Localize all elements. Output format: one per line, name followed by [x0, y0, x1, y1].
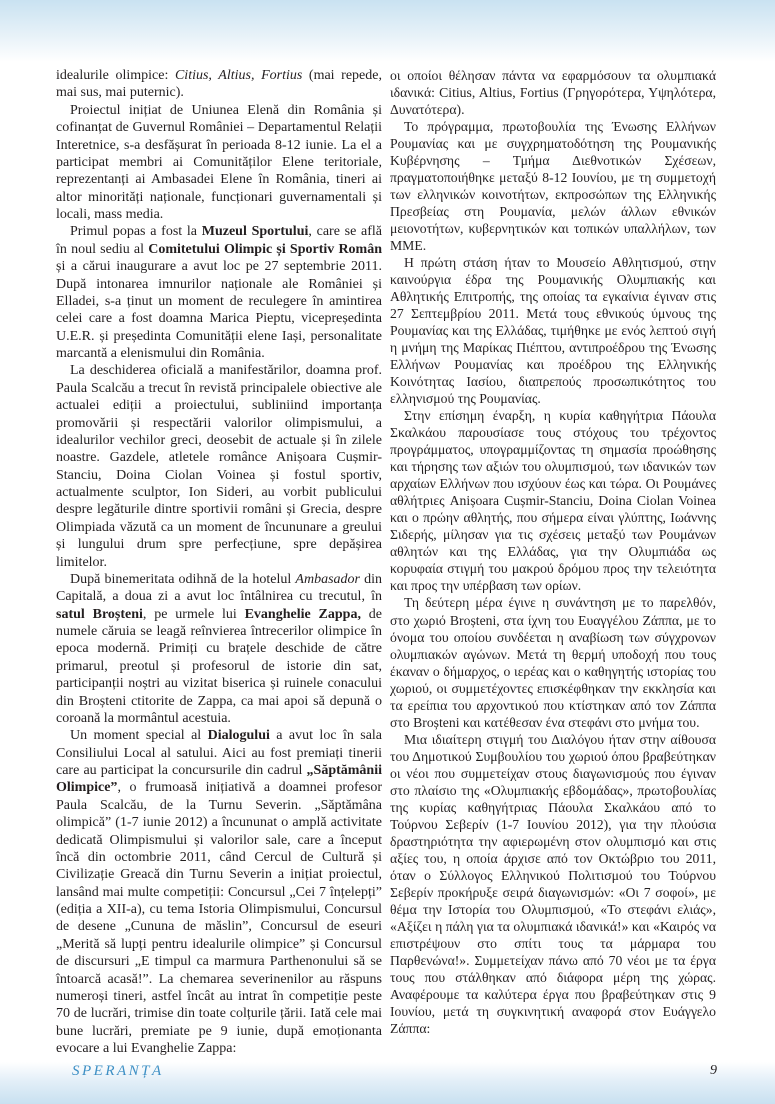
text-run: , pe urmele lui [142, 606, 245, 622]
article-column-romanian [56, 67, 382, 1057]
paragraph-4: Στην επίσημη έναρξη, η κυρία καθηγήτρια Πάουλα Σκαλκάου παρουσίασε τους στόχους του τρέχοντος προγράμματος, υπογραμμίζοντας τη σημασία προώθησης και τήρησης των αξιών του ολυμπισμού, των ιδανικών των αρχαίων Ελλήνων που ισχύουν έως και τώρα. Οι Ρουμάνες αθλήτριες Anișoara Cușmir-Stanciu, Doina Ciolan Voinea και ο πρώην αθλητής, που σήμερα είναι γλύπτης, Ιωάννης Σιδερής, μίλησαν για τις σχέσεις μεταξύ των Ρουμάνων αθλητών και της Ελλάδας, για την Ολυμπιάδα ως κορυφαία στιγμή του μακρού δρόμου προς την τελειότητα και προς την υπέρβαση των ορίων. [390, 408, 716, 594]
paragraph-6: Μια ιδιαίτερη στιγμή του Διαλόγου ήταν στην αίθουσα του Δημοτικού Συμβουλίου του χωριού όπου βραβεύτηκαν οι νέοι που συμμετείχαν στους διαγωνισμούς που έγιναν στο πλαίσιο της «Ολυμπιακής εβδομάδας», πρωτοβουλίας της κυρίας καθηγήτριας Πάουλα Σκαλκάου από το Τούρνου Σεβερίν (1-7 Ιουνίου 2012), για την πλούσια δραστηριότητα την αφιερωμένη στον ολυμπισμό και στις αξίες του, η οποία άρχισε από τον Οκτώβριο του 2011, όταν ο Σύλλογος Ελληνικού Πολιτισμού του Τούρνου Σεβερίν προκήρυξε σειρά διαγωνισμών: «Οι 7 σοφοί», με θέμα την Ιστορία του Ολυμπισμού, «Το στεφάνι ελιάς», «Αξίζει η πάλη για τα ολυμπιακά ιδανικά!» και «Καιρός να επιστρέψουν στο σπίτι τους τα μάρμαρα του Παρθενώνα!». Συμμετείχαν πάνω από 70 νέοι με τα έργα τους που στάλθηκαν από διάφορα μέρη της χώρας. Αναφέρουμε τα καλύτερα έργα που βραβεύτηκαν στις 9 Ιουνίου, μετά τη συγκινητική αναφορά στον Ευάγγελο Ζάππα: [390, 731, 716, 1036]
paragraph-1: οι οποίοι θέλησαν πάντα να εφαρμόσουν τα ολυμπιακά ιδανικά: Citius, Altius, Fortius (Γρηγορότερα, Υψηλότερα, Δυνατότερα). [390, 68, 716, 118]
text-run: de numele căruia se leagă reînvierea întrecerilor olimpice în epoca modernă. Primiți cu brațele deschide de către primarul, preotul și profesorul de istorie din sat, participanții noștri au vizitat biserica și ruinele conacului din Broșteni ctitorite de Zappa, ca mai apoi să depună o coroană la mormântul acestuia. [56, 606, 382, 726]
bold-text: Evanghelie Zappa, [244, 606, 361, 622]
article-column-greek [390, 67, 716, 1037]
paragraph-1 [56, 67, 382, 102]
paragraph-5 [56, 571, 382, 727]
magazine-title: SPERANȚA [72, 1063, 164, 1079]
text-run: Primul popas a fost la [70, 224, 202, 240]
paragraph-5: Τη δεύτερη μέρα έγινε η συνάντηση με το παρελθόν, στο χωριό Broșteni, στα ίχνη του Ευαγγέλου Ζάππα, με το όνομα του οποίου συνδέεται η αναβίωση των σύγχρονων ολυμπιακών αγώνων. Μετά τη θερμή υποδοχή που τους έκαναν ο δήμαρχος, ο ιερέας και ο καθηγητής ιστορίας του χωριού, οι συμμετέχοντες επισκέφθηκαν την εκκλησία και τα ερείπια του αρχοντικού που κτίστηκαν από τον Ζάππα στο Broșteni και κατέθεσαν ένα στεφάνι στο μνήμα του. [390, 595, 716, 730]
bold-text: satul Broșteni [56, 606, 143, 622]
paragraph-3 [56, 223, 382, 362]
paragraph-6 [56, 727, 382, 1057]
bold-text: Dialogului [207, 728, 270, 744]
text-run: din Capitală, a doua zi a avut loc întâlnirea cu trecutul, în [56, 571, 383, 605]
bold-text: „Săptămânii Olimpice” [56, 763, 382, 796]
page-number: 9 [710, 1063, 717, 1078]
text-run: După binemeritata odihnă de la hotelul [70, 571, 296, 587]
text-run: , o frumoasă inițiativă a doamnei profesor Paula Scalcău, de la Turnu Severin. „Săptămâna olimpică” (1-7 iunie 2012) a încununat o amplă activitate dedicată Olimpismului și valorilor sale, care a început încă din octombrie 2011, când Cercul de Cultură și Civilizație Greacă din Turnu Severin a inițiat proiectul, lansând mai multe competiții: Concursul „Cei 7 înțelepți” (ediția a XII-a), cu tema Istoria Olimpismului, Concursul de desene „Cununa de măslin”, Concursul de eseuri „Merită să lupți pentru idealurile olimpice” și Concursul de discursuri „E timpul ca marmura Parthenonului să se întoarcă acasă!”. La chemarea severinenilor au răspuns numeroși tineri, astfel încât au intrat în competiție peste 70 de lucrări, trimise din toate colțurile țării. Iată cele mai bune lucrări, premiate pe 9 iunie, după emoționanta evocare a lui Evanghelie Zappa: [56, 780, 382, 1056]
paragraph-2: Το πρόγραμμα, πρωτοβουλία της Ένωσης Ελλήνων Ρουμανίας και με συγχρηματοδότηση της Ρουμανικής Κυβέρνησης – Τμήμα Διεθνοτικών Σχέσεων, πραγματοποιήθηκε μεταξύ 8-12 Ιουνίου, με τη συμμετοχή των ελληνικών κοινοτήτων, εκπροσώπων της Ελληνικής Πρεσβείας στη Ρουμανία, μελών άλλων εθνικών μειονοτήτων, κυβερνητικών και τοπικών υπαλλήλων, των ΜΜΕ. [390, 119, 716, 254]
paragraph-4: La deschiderea oficială a manifestărilor, doamna prof. Paula Scalcău a trecut în revistă principalele obiective ale actualei ediții a proiectului, subliniind importanța promovării și respectării valorilor olimpismului, a idealurilor vechilor greci, deosebit de actuale și în zilele noastre. Gazdele, atletele românce Anișoara Cușmir-Stanciu, Doina Ciolan Voinea și fostul sportiv, actualmente sculptor, Ion Sideri, au vorbit publicului despre legăturile dintre sportivii români și Grecia, despre Olimpiada văzută ca un moment de încununare a greului și lungului drum spre perfecțiune, spre depășirea limitelor. [56, 363, 382, 570]
bold-text: Muzeul Sportului [201, 224, 309, 240]
italic-text: Ambasador [295, 571, 360, 587]
text-run: , care se află în noul sediu al [56, 224, 382, 257]
italic-text: Citius, Altius, Fortius [174, 68, 303, 83]
bold-text: Comitetului Olimpic și Sportiv Român [148, 241, 382, 257]
paragraph-3: Η πρώτη στάση ήταν το Μουσείο Αθλητισμού, στην καινούργια έδρα της Ρουμανικής Ολυμπιακής και Αθλητικής Επιτροπής, της οποίας τα εγκαίνια έγιναν στις 27 Σεπτεμβρίου 2011. Μετά τους εθνικούς ύμνους της Ρουμανίας και της Ελλάδας, τιμήθηκε με ενός λεπτού σιγή η μνήμη της Μαρίκας Πιέπτου, αντιπροέδρου της Ένωσης Ελλήνων Ρουμανίας και προέδρου της Ελληνικής Κοινότητας Ιασίου, διαπρεπούς προσωπικότητος του ελληνισμού της Ρουμανίας. [390, 255, 716, 407]
header-band [0, 0, 775, 62]
text-run: Un moment special al [70, 728, 208, 744]
text-run: a avut loc în sala Consiliului Local al satului. Aici au fost premiați tinerii care au participat la concursurile din cadrul [56, 728, 383, 778]
text-run: și a cărui inaugurare a avut loc pe 27 septembrie 2011. După intonarea imnurilor naționale ale României și Elladei, s-a ținut un moment de reculegere în amintirea celei care a fost doamna Marica Pieptu, vicepreședinta U.E.R. și președinta Comunității elene Iași, personalitate marcantă a elenismului din România. [56, 259, 382, 361]
paragraph-2: Proiectul inițiat de Uniunea Elenă din România și cofinanțat de Guvernul României – Departamentul Relații Interetnice, s-a desfășurat în perioada 8-12 iunie. La el a participat membri ai Comunităților Elene teritoriale, reprezentanți ai Ambasadei Elene în România, tineri ai altor minorități naționale, funcționari guvernamentali și locali, mass media. [56, 102, 382, 222]
text-run: idealurile olimpice: [56, 68, 175, 83]
text-run: (mai repede, mai sus, mai puternic). [56, 68, 382, 101]
